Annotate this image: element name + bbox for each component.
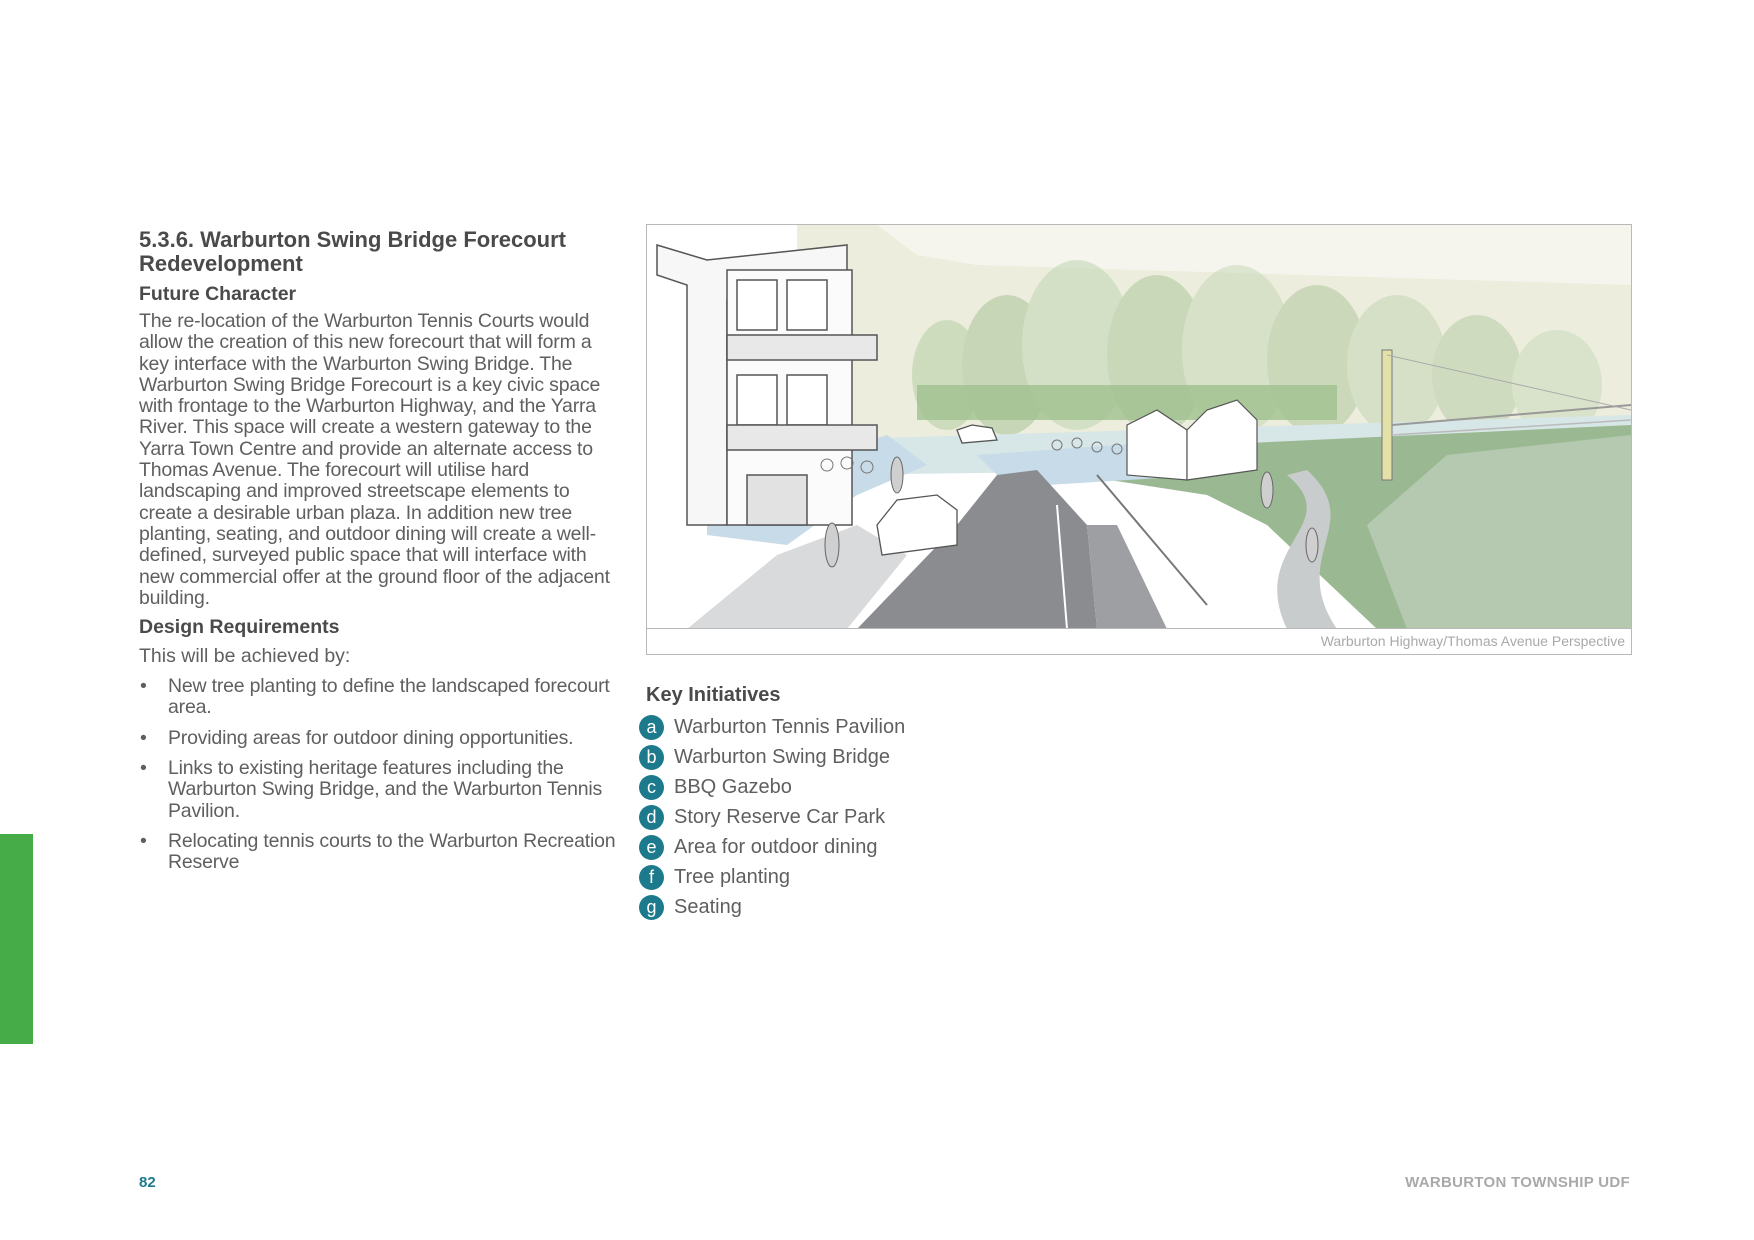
figure-caption-bar <box>647 628 1631 654</box>
page-number: 82 <box>139 1174 156 1191</box>
future-character-body: The re-location of the Warburton Tennis Courts would allow the creation of this new forecourt that will form a key interface with the Warburton Swing Bridge. The Warburton Swing Bridge Forecourt is a key civic space with frontage to the Warburton Highway, and the Yarra River. This space will create a western gateway to the Yarra Town Centre and provide an alternate access to Thomas Avenue. The forecourt will utilise hard landscaping and improved streetscape elements to create a desirable urban plaza. In addition new tree planting, seating, and outdoor dining will create a well-defined, surveyed public space that will interface with new commercial offer at the ground floor of the adjacent building. <box>139 310 610 609</box>
key-initiatives-title: Key Initiatives <box>646 684 781 706</box>
document-title: WARBURTON TOWNSHIP UDF <box>1405 1174 1630 1191</box>
key-badge-icon: d <box>639 805 664 830</box>
building-sketch <box>657 245 877 525</box>
bullet-icon: • <box>140 675 147 698</box>
list-item <box>139 758 619 822</box>
section-title <box>139 228 619 276</box>
key-badge-icon: b <box>639 745 664 770</box>
list-item <box>139 676 619 719</box>
section-tab-marker <box>0 834 33 1044</box>
key-item-label: BBQ Gazebo <box>674 775 792 798</box>
key-item-c <box>639 772 1039 802</box>
section-title-line1: 5.3.6. Warburton Swing Bridge Forecourt <box>139 227 567 252</box>
list-item-text: Relocating tennis courts to the Warburton Recreation Reserve <box>168 829 616 874</box>
key-badge-icon: a <box>639 715 664 740</box>
design-requirements-list <box>139 676 619 873</box>
list-item-text: New tree planting to define the landscaped forecourt area. <box>168 675 610 719</box>
key-item-label: Warburton Swing Bridge <box>674 745 891 768</box>
key-item-g <box>639 892 1039 922</box>
bullet-icon: • <box>140 757 147 780</box>
key-badge-icon: c <box>639 775 664 800</box>
perspective-figure <box>646 224 1632 655</box>
key-badge-icon: e <box>639 835 664 860</box>
key-item-label: Story Reserve Car Park <box>674 805 886 828</box>
list-item <box>139 728 619 749</box>
figure-caption: Warburton Highway/Thomas Avenue Perspective <box>1320 633 1625 649</box>
key-item-label: Area for outdoor dining <box>674 835 878 858</box>
design-requirements-heading: Design Requirements <box>139 616 340 639</box>
key-item-label: Warburton Tennis Pavilion <box>674 715 906 738</box>
key-item-b <box>639 742 1039 772</box>
list-item <box>139 831 619 874</box>
perspective-illustration <box>647 225 1631 629</box>
list-item-text: Links to existing heritage features including the Warburton Swing Bridge, and the Warburton Tennis Pavilion. <box>168 757 603 822</box>
key-item-label: Seating <box>674 895 742 918</box>
section-title-line2: Redevelopment <box>139 251 303 276</box>
text-column <box>139 228 619 883</box>
bullet-icon: • <box>140 829 147 852</box>
list-item-text: Providing areas for outdoor dining opportunities. <box>168 726 574 749</box>
key-item-a <box>639 712 1039 742</box>
key-initiatives <box>639 683 1039 922</box>
bullet-icon: • <box>140 726 147 749</box>
key-item-f <box>639 862 1039 892</box>
key-item-e <box>639 832 1039 862</box>
design-requirements-intro: This will be achieved by: <box>139 645 351 668</box>
key-item-d <box>639 802 1039 832</box>
key-item-label: Tree planting <box>674 865 790 888</box>
key-badge-icon: f <box>639 865 664 890</box>
key-badge-icon: g <box>639 895 664 920</box>
future-character-heading: Future Character <box>139 283 297 305</box>
